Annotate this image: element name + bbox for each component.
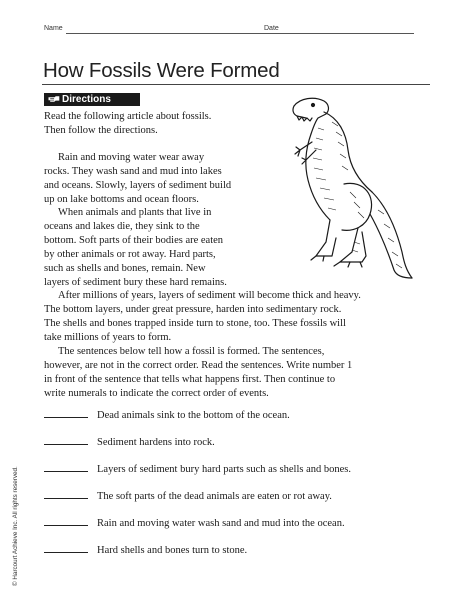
order-number-blank[interactable] <box>44 544 88 553</box>
sentence-text: Layers of sediment bury hard parts such as shells and bones. <box>97 464 351 475</box>
intro-line: Then follow the directions. <box>44 124 158 136</box>
sentence-text: Dead animals sink to the bottom of the ocean. <box>97 410 290 421</box>
sentence-row-2 <box>44 436 215 450</box>
name-date-header <box>44 25 414 37</box>
sentence-text: Sediment hardens into rock. <box>97 437 215 448</box>
paragraph-line: The bottom layers, under great pressure, harden into sedimentary rock. <box>44 303 342 315</box>
paragraph-line: oceans and lakes die, they sink to the <box>44 220 200 232</box>
sentence-text: Hard shells and bones turn to stone. <box>97 545 248 556</box>
copyright-notice: © Harcourt Achieve Inc. All rights reserved. <box>12 466 19 586</box>
date-field[interactable] <box>282 33 414 34</box>
dinosaur-illustration <box>266 92 416 282</box>
intro-line: Read the following article about fossils. <box>44 111 212 122</box>
intro-text <box>44 110 211 138</box>
paragraph-line: The sentences below tell how a fossil is formed. The sentences, <box>58 346 325 357</box>
name-field[interactable] <box>66 33 284 34</box>
title-divider <box>42 84 430 85</box>
sentence-row-6 <box>44 544 247 558</box>
article-paragraph-2 <box>44 206 227 289</box>
paragraph-line: in front of the sentence that tells what happens first. Then continue to <box>44 373 336 385</box>
paragraph-line: and oceans. Slowly, layers of sediment build <box>44 179 232 191</box>
article-paragraph-1 <box>44 151 231 207</box>
paragraph-line: After millions of years, layers of sediment will become thick and heavy. <box>58 290 361 301</box>
paragraph-line: such as shells and bones, remain. New <box>44 262 206 274</box>
order-number-blank[interactable] <box>44 409 88 418</box>
paragraph-line: bottom. Soft parts of their bodies are eaten <box>44 234 224 246</box>
sentence-text: The soft parts of the dead animals are eaten or rot away. <box>97 491 332 502</box>
sentence-row-3 <box>44 463 351 477</box>
instructions-paragraph <box>44 345 352 401</box>
paragraph-line: layers of sediment bury these hard remains. <box>44 276 227 288</box>
page-title: How Fossils Were Formed <box>43 59 280 82</box>
sentence-text: Rain and moving water wash sand and mud into the ocean. <box>97 518 345 529</box>
paragraph-line: When animals and plants that live in <box>58 207 212 218</box>
date-label: Date <box>264 25 279 32</box>
order-number-blank[interactable] <box>44 517 88 526</box>
name-label: Name <box>44 25 63 32</box>
paragraph-line: write numerals to indicate the correct order of events. <box>44 387 269 399</box>
directions-badge <box>44 93 140 106</box>
pointing-hand-icon <box>48 94 60 103</box>
paragraph-line: take millions of years to form. <box>44 331 172 343</box>
paragraph-line: rocks. They wash sand and mud into lakes <box>44 165 222 177</box>
order-number-blank[interactable] <box>44 490 88 499</box>
order-number-blank[interactable] <box>44 436 88 445</box>
paragraph-line: by other animals or rot away. Hard parts, <box>44 248 216 260</box>
sentence-row-1 <box>44 409 290 423</box>
paragraph-line: Rain and moving water wear away <box>58 152 205 163</box>
paragraph-line: up on lake bottoms and ocean floors. <box>44 193 199 205</box>
sentence-row-5 <box>44 517 345 531</box>
sentence-row-4 <box>44 490 332 504</box>
paragraph-line: The shells and bones trapped inside turn to stone, too. These fossils will <box>44 317 346 329</box>
article-paragraph-3 <box>44 289 361 345</box>
order-number-blank[interactable] <box>44 463 88 472</box>
directions-label: Directions <box>62 94 111 105</box>
paragraph-line: however, are not in the correct order. Read the sentences. Write number 1 <box>44 359 353 371</box>
